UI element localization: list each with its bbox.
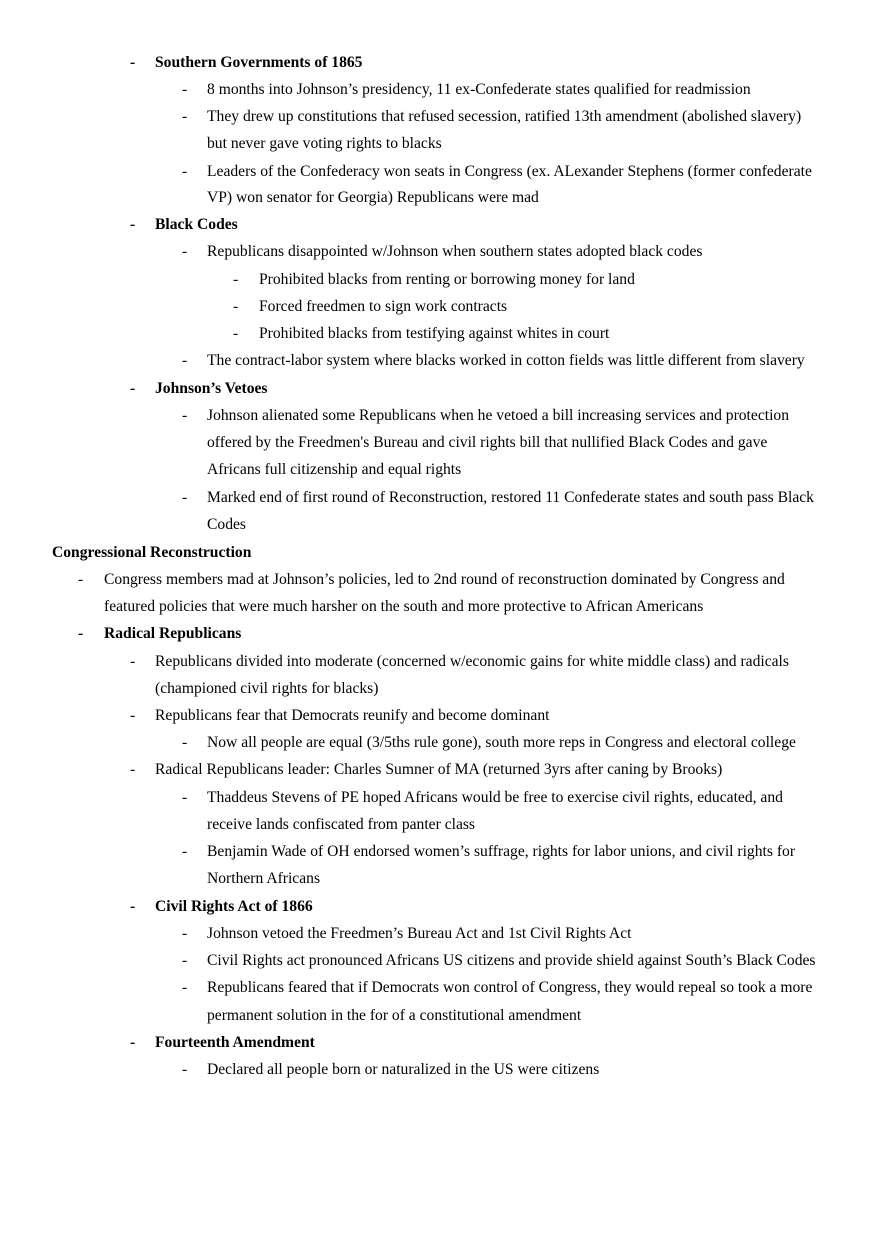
section-heading: Civil Rights Act of 1866 xyxy=(155,898,313,915)
bullet-dash: - xyxy=(182,734,188,751)
sub-bullet-item xyxy=(0,293,880,320)
bullet-text: Declared all people born or naturalized in the US were citizens xyxy=(207,1061,600,1078)
chapter-title-row xyxy=(0,539,880,566)
bullet-continuation xyxy=(0,675,880,702)
bullet-item xyxy=(0,484,880,511)
bullet-item xyxy=(0,103,880,130)
bullet-item xyxy=(0,947,880,974)
bullet-dash: - xyxy=(233,271,239,288)
bullet-dash: - xyxy=(182,407,188,424)
bullet-dash: - xyxy=(130,216,136,233)
bullet-text: receive lands confiscated from panter class xyxy=(207,816,476,833)
bullet-text: Republicans disappointed w/Johnson when southern states adopted black codes xyxy=(207,243,703,260)
bullet-dash: - xyxy=(130,707,136,724)
bullet-dash: - xyxy=(78,571,84,588)
bullet-text: offered by the Freedmen's Bureau and civil rights bill that nullified Black Codes and gave xyxy=(207,434,768,451)
bullet-text: Civil Rights act pronounced Africans US citizens and provide shield against South’s Black Codes xyxy=(207,952,816,969)
bullet-text: but never gave voting rights to blacks xyxy=(207,135,442,152)
bullet-item xyxy=(0,566,880,593)
bullet-dash: - xyxy=(182,952,188,969)
bullet-dash: - xyxy=(182,81,188,98)
bullet-item xyxy=(0,920,880,947)
bullet-item xyxy=(0,702,880,729)
section-heading: Johnson’s Vetoes xyxy=(155,380,268,397)
bullet-text: Leaders of the Confederacy won seats in Congress (ex. ALexander Stephens (former confederate xyxy=(207,163,812,180)
bullet-continuation xyxy=(0,811,880,838)
bullet-dash: - xyxy=(182,789,188,806)
sub-bullet-item xyxy=(0,266,880,293)
bullet-item xyxy=(0,1056,880,1083)
section-heading-row xyxy=(0,893,880,920)
bullet-dash: - xyxy=(182,979,188,996)
bullet-text: Johnson vetoed the Freedmen’s Bureau Act and 1st Civil Rights Act xyxy=(207,925,632,942)
bullet-dash: - xyxy=(130,898,136,915)
bullet-item xyxy=(0,347,880,374)
bullet-continuation xyxy=(0,593,880,620)
bullet-text: Now all people are equal (3/5ths rule gone), south more reps in Congress and electoral college xyxy=(207,734,796,751)
bullet-continuation xyxy=(0,429,880,456)
bullet-item xyxy=(0,76,880,103)
bullet-continuation xyxy=(0,511,880,538)
bullet-item xyxy=(0,756,880,783)
bullet-dash: - xyxy=(182,489,188,506)
bullet-dash: - xyxy=(182,1061,188,1078)
bullet-dash: - xyxy=(182,108,188,125)
bullet-text: Congress members mad at Johnson’s policies, led to 2nd round of reconstruction dominated by Congress and xyxy=(104,571,785,588)
bullet-continuation xyxy=(0,130,880,157)
bullet-text: featured policies that were much harsher on the south and more protective to African Americans xyxy=(104,598,704,615)
section-heading: Southern Governments of 1865 xyxy=(155,54,363,71)
bullet-text: The contract-labor system where blacks worked in cotton fields was little different from slavery xyxy=(207,352,805,369)
sub-bullet-item xyxy=(0,320,880,347)
section-heading: Fourteenth Amendment xyxy=(155,1034,315,1051)
bullet-continuation xyxy=(0,456,880,483)
bullet-dash: - xyxy=(130,653,136,670)
bullet-text: Prohibited blacks from renting or borrowing money for land xyxy=(259,271,635,288)
bullet-text: Republicans divided into moderate (concerned w/economic gains for white middle class) and radicals xyxy=(155,653,789,670)
section-heading: Radical Republicans xyxy=(104,625,242,642)
section-heading-row xyxy=(0,49,880,76)
bullet-continuation xyxy=(0,865,880,892)
chapter-title: Congressional Reconstruction xyxy=(52,544,252,561)
bullet-text: permanent solution in the for of a constitutional amendment xyxy=(207,1007,582,1024)
bullet-text: Johnson alienated some Republicans when he vetoed a bill increasing services and protection xyxy=(207,407,789,424)
bullet-dash: - xyxy=(182,243,188,260)
bullet-dash: - xyxy=(182,925,188,942)
sub-bullet-item xyxy=(0,729,880,756)
section-heading-row xyxy=(0,375,880,402)
bullet-text: Republicans fear that Democrats reunify and become dominant xyxy=(155,707,550,724)
bullet-dash: - xyxy=(182,352,188,369)
sub-bullet-item xyxy=(0,784,880,811)
bullet-text: Forced freedmen to sign work contracts xyxy=(259,298,508,315)
bullet-dash: - xyxy=(130,380,136,397)
section-heading-row xyxy=(0,211,880,238)
bullet-text: Republicans feared that if Democrats won control of Congress, they would repeal so took a more xyxy=(207,979,813,996)
bullet-continuation xyxy=(0,184,880,211)
bullet-text: Northern Africans xyxy=(207,870,321,887)
bullet-text: (championed civil rights for blacks) xyxy=(155,680,379,697)
bullet-dash: - xyxy=(182,163,188,180)
bullet-text: Prohibited blacks from testifying against whites in court xyxy=(259,325,610,342)
bullet-item xyxy=(0,648,880,675)
bullet-text: VP) won senator for Georgia) Republicans were mad xyxy=(207,189,539,206)
sub-bullet-item xyxy=(0,838,880,865)
section-heading-row xyxy=(0,620,880,647)
bullet-item xyxy=(0,974,880,1001)
bullet-item xyxy=(0,402,880,429)
bullet-item xyxy=(0,238,880,265)
bullet-dash: - xyxy=(78,625,84,642)
bullet-text: Radical Republicans leader: Charles Sumner of MA (returned 3yrs after caning by Brooks) xyxy=(155,761,723,778)
bullet-text: 8 months into Johnson’s presidency, 11 ex-Confederate states qualified for readmission xyxy=(207,81,751,98)
bullet-text: They drew up constitutions that refused secession, ratified 13th amendment (abolished slavery) xyxy=(207,108,802,125)
bullet-continuation xyxy=(0,1002,880,1029)
bullet-text: Codes xyxy=(207,516,246,533)
bullet-item xyxy=(0,158,880,185)
section-heading: Black Codes xyxy=(155,216,238,233)
bullet-dash: - xyxy=(130,761,136,778)
bullet-text: Thaddeus Stevens of PE hoped Africans would be free to exercise civil rights, educated, and xyxy=(207,789,783,806)
bullet-text: Africans full citizenship and equal rights xyxy=(207,461,462,478)
bullet-dash: - xyxy=(182,843,188,860)
section-heading-row xyxy=(0,1029,880,1056)
bullet-dash: - xyxy=(130,1034,136,1051)
bullet-dash: - xyxy=(233,298,239,315)
bullet-dash: - xyxy=(130,54,136,71)
bullet-text: Marked end of first round of Reconstruction, restored 11 Confederate states and south pass Black xyxy=(207,489,814,506)
bullet-dash: - xyxy=(233,325,239,342)
bullet-text: Benjamin Wade of OH endorsed women’s suffrage, rights for labor unions, and civil rights for xyxy=(207,843,796,860)
